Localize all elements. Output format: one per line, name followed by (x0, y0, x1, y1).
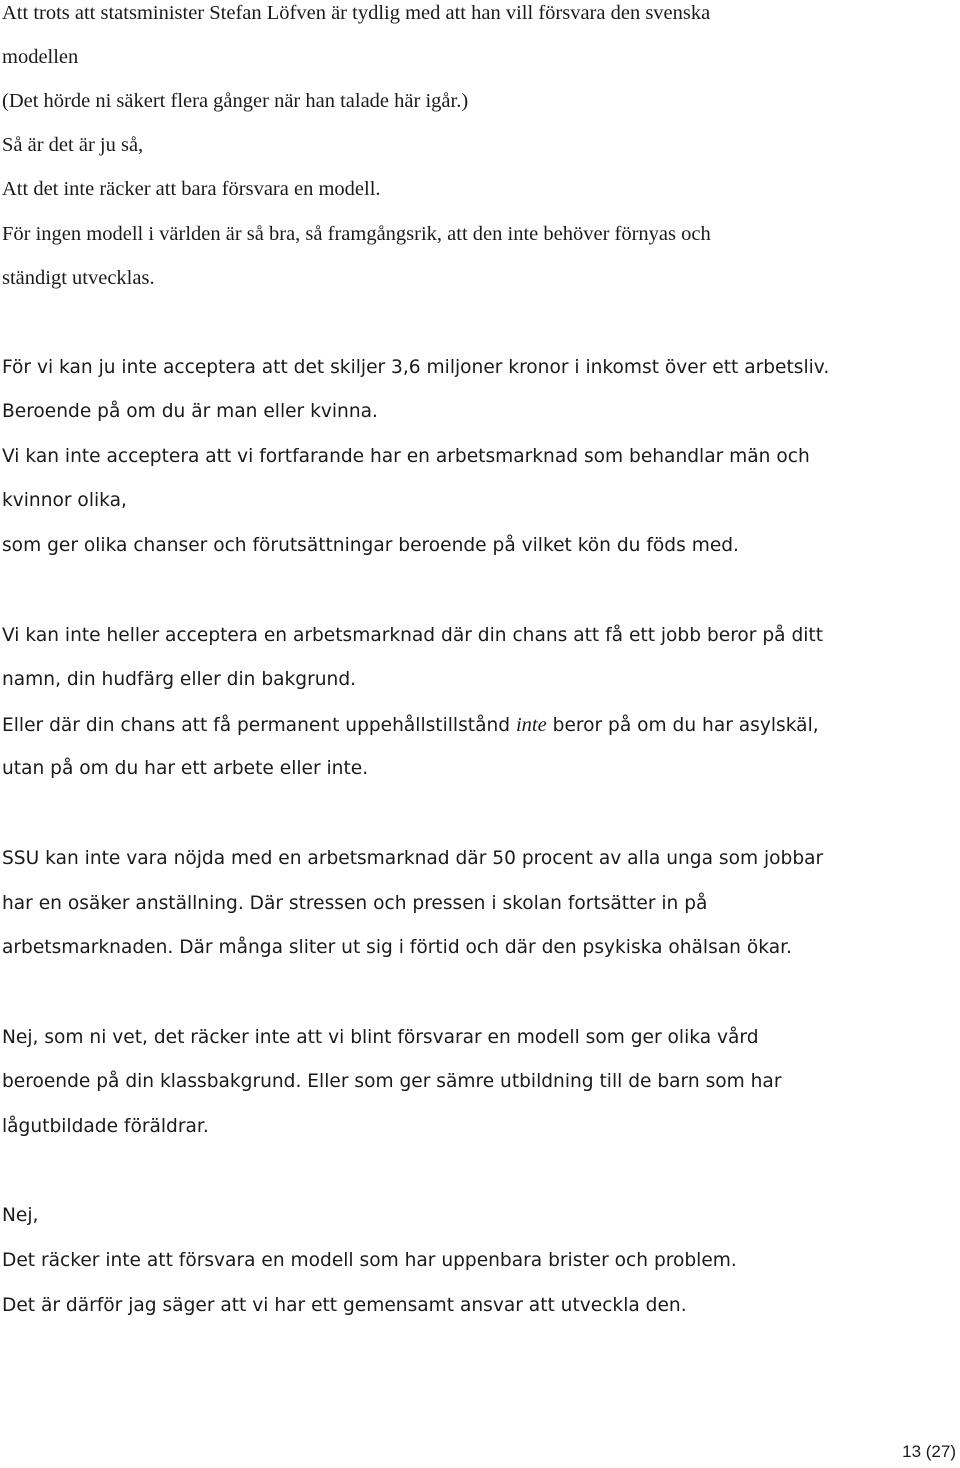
text-line: Det är därför jag säger att vi har ett gemensamt ansvar att utveckla den. (2, 1295, 687, 1316)
text-line: Vi kan inte acceptera att vi fortfarande har en arbetsmarknad som behandlar män och (2, 446, 810, 467)
text-line: SSU kan inte vara nöjda med en arbetsmarknad där 50 procent av alla unga som jobbar (2, 848, 824, 869)
text-line: Att det inte räcker att bara försvara en modell. (2, 178, 381, 200)
text-line: Vi kan inte heller acceptera en arbetsmarknad där din chans att få ett jobb beror på ditt (2, 625, 824, 646)
text-line: som ger olika chanser och förutsättningar beroende på vilket kön du föds med. (2, 535, 739, 556)
text-line: kvinnor olika, (2, 490, 127, 511)
text-line: Att trots att statsminister Stefan Löfven är tydlig med att han vill försvara den svenska (2, 2, 711, 24)
emphasized-word: inte (515, 714, 547, 736)
text-line: Så är det är ju så, (2, 134, 144, 156)
page-number: 13 (27) (902, 1442, 956, 1461)
text-line: beroende på din klassbakgrund. Eller som ger sämre utbildning till de barn som har (2, 1071, 782, 1092)
text-line: (Det hörde ni säkert flera gånger när han talade här igår.) (2, 90, 469, 112)
text-line: Det räcker inte att försvara en modell som har uppenbara brister och problem. (2, 1250, 737, 1271)
text-run: Eller där din chans att få permanent uppehållstillstånd (2, 715, 516, 736)
text-line: Nej, (2, 1205, 39, 1226)
text-line: utan på om du har ett arbete eller inte. (2, 758, 369, 779)
text-line: namn, din hudfärg eller din bakgrund. (2, 669, 357, 690)
text-line: ständigt utvecklas. (2, 267, 155, 289)
text-line: Nej, som ni vet, det räcker inte att vi blint försvarar en modell som ger olika vård (2, 1027, 759, 1048)
text-run: beror på om du har asylskäl, (546, 715, 819, 736)
text-line (2, 712, 819, 739)
text-line: har en osäker anställning. Där stressen och pressen i skolan fortsätter in på (2, 893, 708, 914)
text-line: Beroende på om du är man eller kvinna. (2, 401, 378, 422)
text-line: arbetsmarknaden. Där många sliter ut sig i förtid och där den psykiska ohälsan ökar. (2, 937, 792, 958)
text-line: För ingen modell i världen är så bra, så framgångsrik, att den inte behöver förnyas och (2, 223, 711, 245)
text-line: lågutbildade föräldrar. (2, 1116, 209, 1137)
text-line: För vi kan ju inte acceptera att det skiljer 3,6 miljoner kronor i inkomst över ett arbetsliv. (2, 357, 830, 378)
text-line: modellen (2, 46, 79, 68)
